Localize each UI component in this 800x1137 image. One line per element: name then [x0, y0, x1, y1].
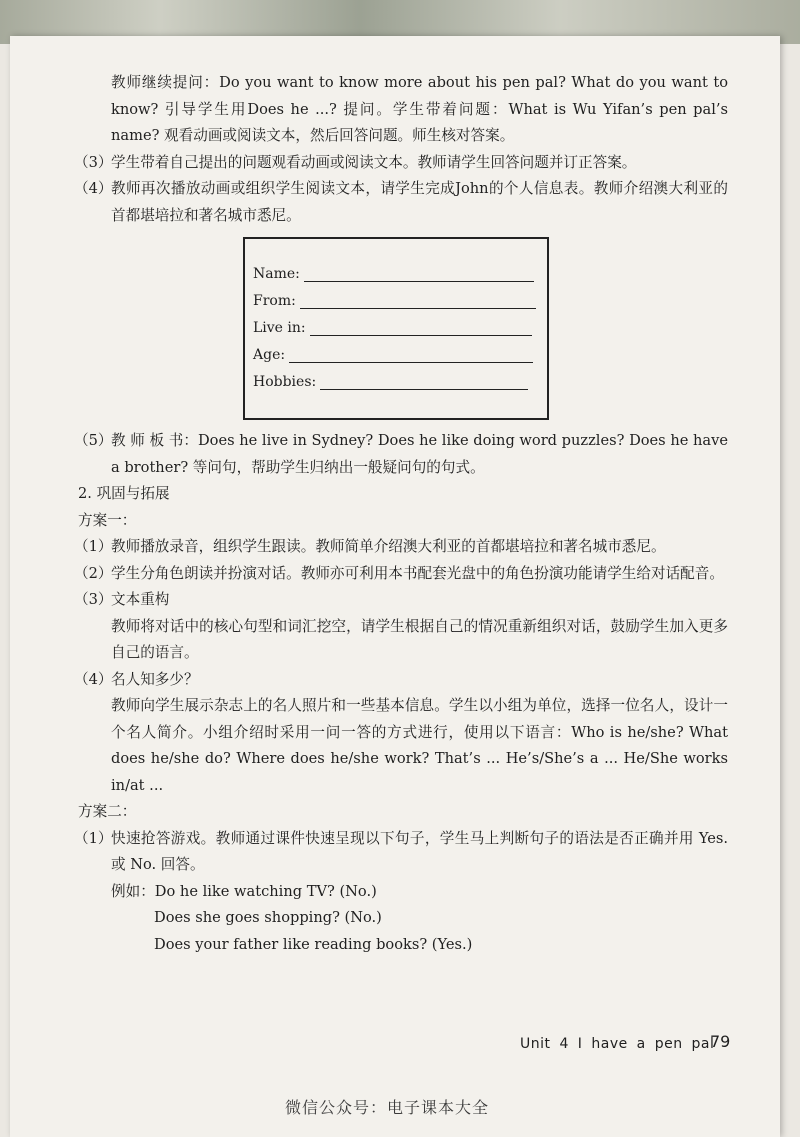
- plan-1-step-4-number: （4）: [74, 670, 113, 688]
- plan-1-step-1-number: （1）: [74, 538, 113, 555]
- info-form-box: [243, 237, 549, 420]
- form-blank-from: [300, 288, 536, 309]
- plan-1-heading: 方案一：: [78, 511, 137, 529]
- plan-1-step-4-title: 名人知多少？: [111, 670, 199, 688]
- section-2-heading: 2. 巩固与拓展: [78, 485, 170, 502]
- plan-1-step-4-text: 教师向学生展示杂志上的名人照片和一些基本信息。学生以小组为单位，选择一位名人，设计一个名人简介。小组介绍时采用一问一答的方式进行，使用以下语言：Who is he/she? What does he/she do? Where does he/she work? That’s ... He’s/She’s a ... He/She works in/at ...: [111, 697, 728, 794]
- form-blank-age: [289, 342, 533, 363]
- plan-1-step-4: [74, 667, 728, 694]
- step-3-text: 学生带着自己提出的问题观看动画或阅读文本。教师请学生回答问题并订正答案。: [111, 153, 637, 171]
- plan-1-step-3-text: 教师将对话中的核心句型和词汇挖空，请学生根据自己的情况重新组织对话，鼓励学生加入更多自己的语言。: [111, 617, 728, 661]
- form-row-from: [253, 288, 547, 315]
- form-label-hobbies: Hobbies:: [253, 374, 317, 390]
- form-row-age: [253, 342, 547, 369]
- step-5: [74, 428, 728, 481]
- example-1: [111, 879, 728, 906]
- step-5-text: 教 师 板 书：Does he live in Sydney? Does he like doing word puzzles? Does he have a brother? 等问句，帮助学生归纳出一般疑问句的句式。: [111, 432, 728, 476]
- example-label: 例如：: [111, 882, 155, 900]
- step-3-number: （3）: [74, 153, 113, 171]
- form-blank-name: [304, 261, 534, 282]
- plan-1-step-2: [74, 561, 728, 588]
- step-4: [74, 176, 728, 229]
- form-blank-hobbies: [320, 369, 528, 390]
- footer-unit-title: Unit 4 I have a pen pal: [520, 1036, 715, 1052]
- example-3: Does your father like reading books? (Yes.): [154, 935, 473, 953]
- form-row-name: [253, 261, 547, 288]
- plan-2-heading: 方案二：: [78, 803, 137, 820]
- page-number: 79: [710, 1032, 731, 1051]
- plan-1-step-3-number: （3）: [74, 591, 113, 608]
- form-label-live: Live in:: [253, 320, 306, 336]
- form-blank-live: [310, 315, 532, 336]
- examples: [78, 879, 728, 959]
- plan-1-step-3-title: 文本重构: [111, 591, 170, 608]
- plan-1-step-2-text: 学生分角色朗读并扮演对话。教师亦可利用本书配套光盘中的角色扮演功能请学生给对话配音。: [111, 564, 724, 582]
- form-label-age: Age:: [253, 347, 286, 363]
- plan-2-step-1-text: 快速抢答游戏。教师通过课件快速呈现以下句子，学生马上判断句子的语法是否正确并用 Yes. 或 No. 回答。: [111, 829, 728, 873]
- form-label-name: Name:: [253, 266, 300, 282]
- step-4-number: （4）: [74, 180, 113, 197]
- page-content: [74, 70, 728, 958]
- plan-1-step-2-number: （2）: [74, 564, 113, 582]
- form-row-live: [253, 315, 547, 342]
- plan-1-step-1: [74, 534, 728, 561]
- paragraph-intro: 教师继续提问：Do you want to know more about his pen pal? What do you want to know? 引导学生用Does he ...? 提问。学生带着问题：What is Wu Yifan’s pen pal’s name? 观看动画或阅读文本，然后回答问题。师生核对答案。: [111, 74, 728, 144]
- step-5-number: （5）: [74, 432, 113, 449]
- plan-1-step-1-text: 教师播放录音，组织学生跟读。教师简单介绍澳大利亚的首都堪培拉和著名城市悉尼。: [111, 538, 666, 555]
- form-label-from: From:: [253, 293, 296, 309]
- plan-2-step-1-number: （1）: [74, 829, 113, 847]
- example-1-text: Do he like watching TV? (No.): [154, 882, 377, 900]
- step-3: [74, 150, 728, 177]
- watermark-text: 微信公众号：电子课本大全: [285, 1098, 490, 1117]
- plan-2-step-1: [74, 826, 728, 879]
- example-2: Does she goes shopping? (No.): [154, 909, 382, 926]
- plan-1-step-3: [74, 587, 728, 614]
- step-4-text: 教师再次播放动画或组织学生阅读文本，请学生完成John的个人信息表。教师介绍澳大利亚的首都堪培拉和著名城市悉尼。: [111, 180, 728, 224]
- form-row-hobbies: [253, 369, 547, 396]
